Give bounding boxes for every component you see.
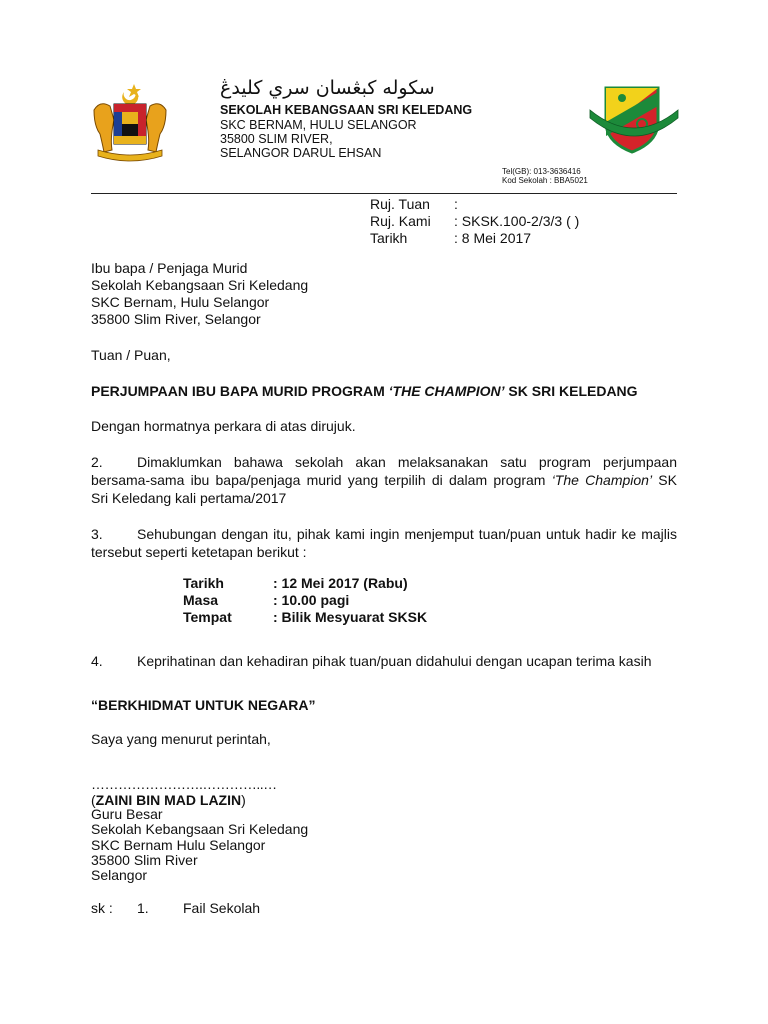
para2-line2-pre: bersama-sama ibu bapa/penjaga murid yang terpilih di dalam program: [91, 472, 552, 488]
motto: “BERKHIDMAT UNTUK NEGARA”: [91, 697, 316, 713]
event-label-tempat: Tempat: [183, 609, 232, 625]
recipient-line: SKC Bernam, Hulu Selangor: [91, 294, 270, 310]
para2-line2: [91, 472, 677, 489]
para3-line1: Sehubungan dengan itu, pihak kami ingin menjemput tuan/puan untuk hadir ke majlis: [137, 526, 677, 542]
school-address-line-2: 35800 SLIM RIVER,: [220, 132, 333, 146]
school-logo-icon: [588, 84, 680, 156]
para2-line1: Dimaklumkan bahawa sekolah akan melaksanakan satu program perjumpaan: [137, 454, 677, 470]
ref-value-ruj-kami: : SKSK.100-2/3/3 ( ): [454, 213, 580, 229]
event-label-tarikh: Tarikh: [183, 575, 224, 591]
school-code: Kod Sekolah : BBA5021: [502, 176, 588, 185]
recipient-line: Sekolah Kebangsaan Sri Keledang: [91, 277, 309, 293]
ref-value-tarikh: : 8 Mei 2017: [454, 230, 532, 246]
para4-text: Keprihatinan dan kehadiran pihak tuan/puan didahului dengan ucapan terima kasih: [137, 653, 652, 669]
event-value-tarikh: : 12 Mei 2017 (Rabu): [273, 575, 408, 591]
signatory-paren-open: (: [91, 792, 96, 808]
event-value-masa: : 10.00 pagi: [273, 592, 350, 608]
signature-dots: …………………….…………..…: [91, 776, 277, 792]
reference-block: [370, 196, 579, 247]
ref-value-ruj-tuan: :: [454, 196, 458, 212]
subject-pre: PERJUMPAAN IBU BAPA MURID PROGRAM: [91, 383, 389, 399]
subject-quote-close: ’: [500, 383, 505, 399]
para3-line2: tersebut seperti ketetapan berikut :: [91, 544, 307, 560]
signatory-name-text: ZAINI BIN MAD LAZIN: [95, 792, 242, 808]
signatory-line: Sekolah Kebangsaan Sri Keledang: [91, 821, 309, 838]
subject-line: [91, 383, 638, 400]
signatory-line: 35800 Slim River: [91, 851, 198, 868]
para4-number: 4.: [91, 653, 103, 669]
para2-number: 2.: [91, 454, 103, 470]
cc-label: sk :: [91, 900, 113, 916]
para2-line2-post: SK: [652, 472, 677, 488]
signatory-paren-close: ): [241, 792, 246, 808]
event-details: [183, 575, 427, 626]
school-name: SEKOLAH KEBANGSAAN SRI KELEDANG: [220, 103, 473, 117]
cc-text: Fail Sekolah: [183, 900, 261, 916]
cc-number: 1.: [137, 900, 149, 916]
subject-post: SK SRI KELEDANG: [504, 383, 638, 399]
recipient-line: 35800 Slim River, Selangor: [91, 311, 261, 327]
coat-of-arms-icon: [88, 82, 172, 162]
ref-label-tarikh: Tarikh: [370, 230, 408, 246]
school-name-jawi: سکوله کبڠسان سري کليدڠ: [220, 77, 435, 99]
signatory-line: Guru Besar: [91, 806, 163, 822]
signatory-block: [91, 807, 308, 883]
para3-number: 3.: [91, 526, 103, 542]
closing-line: Saya yang menurut perintah,: [91, 731, 271, 747]
para2-line2-italic: ‘The Champion’: [551, 472, 653, 488]
event-label-masa: Masa: [183, 592, 219, 608]
salutation: Tuan / Puan,: [91, 347, 171, 363]
school-address-line-1: SKC BERNAM, HULU SELANGOR: [220, 118, 417, 132]
para2-line3: Sri Keledang kali pertama/2017: [91, 490, 287, 506]
recipient-line: Ibu bapa / Penjaga Murid: [91, 260, 248, 276]
ref-label-ruj-tuan: Ruj. Tuan: [370, 196, 430, 212]
school-address-line-3: SELANGOR DARUL EHSAN: [220, 146, 382, 160]
subject-italic: THE CHAMPION: [392, 383, 501, 399]
opening-line: Dengan hormatnya perkara di atas dirujuk.: [91, 418, 356, 434]
event-value-tempat: : Bilik Mesyuarat SKSK: [273, 609, 428, 625]
school-tel: Tel(GB): 013-3636416: [502, 167, 581, 176]
signatory-line: Selangor: [91, 867, 148, 884]
ref-label-ruj-kami: Ruj. Kami: [370, 213, 431, 229]
recipient-block: [91, 260, 308, 328]
subject-quote-open: ‘: [388, 383, 393, 399]
signatory-line: SKC Bernam Hulu Selangor: [91, 836, 266, 853]
header-divider: [91, 193, 677, 194]
